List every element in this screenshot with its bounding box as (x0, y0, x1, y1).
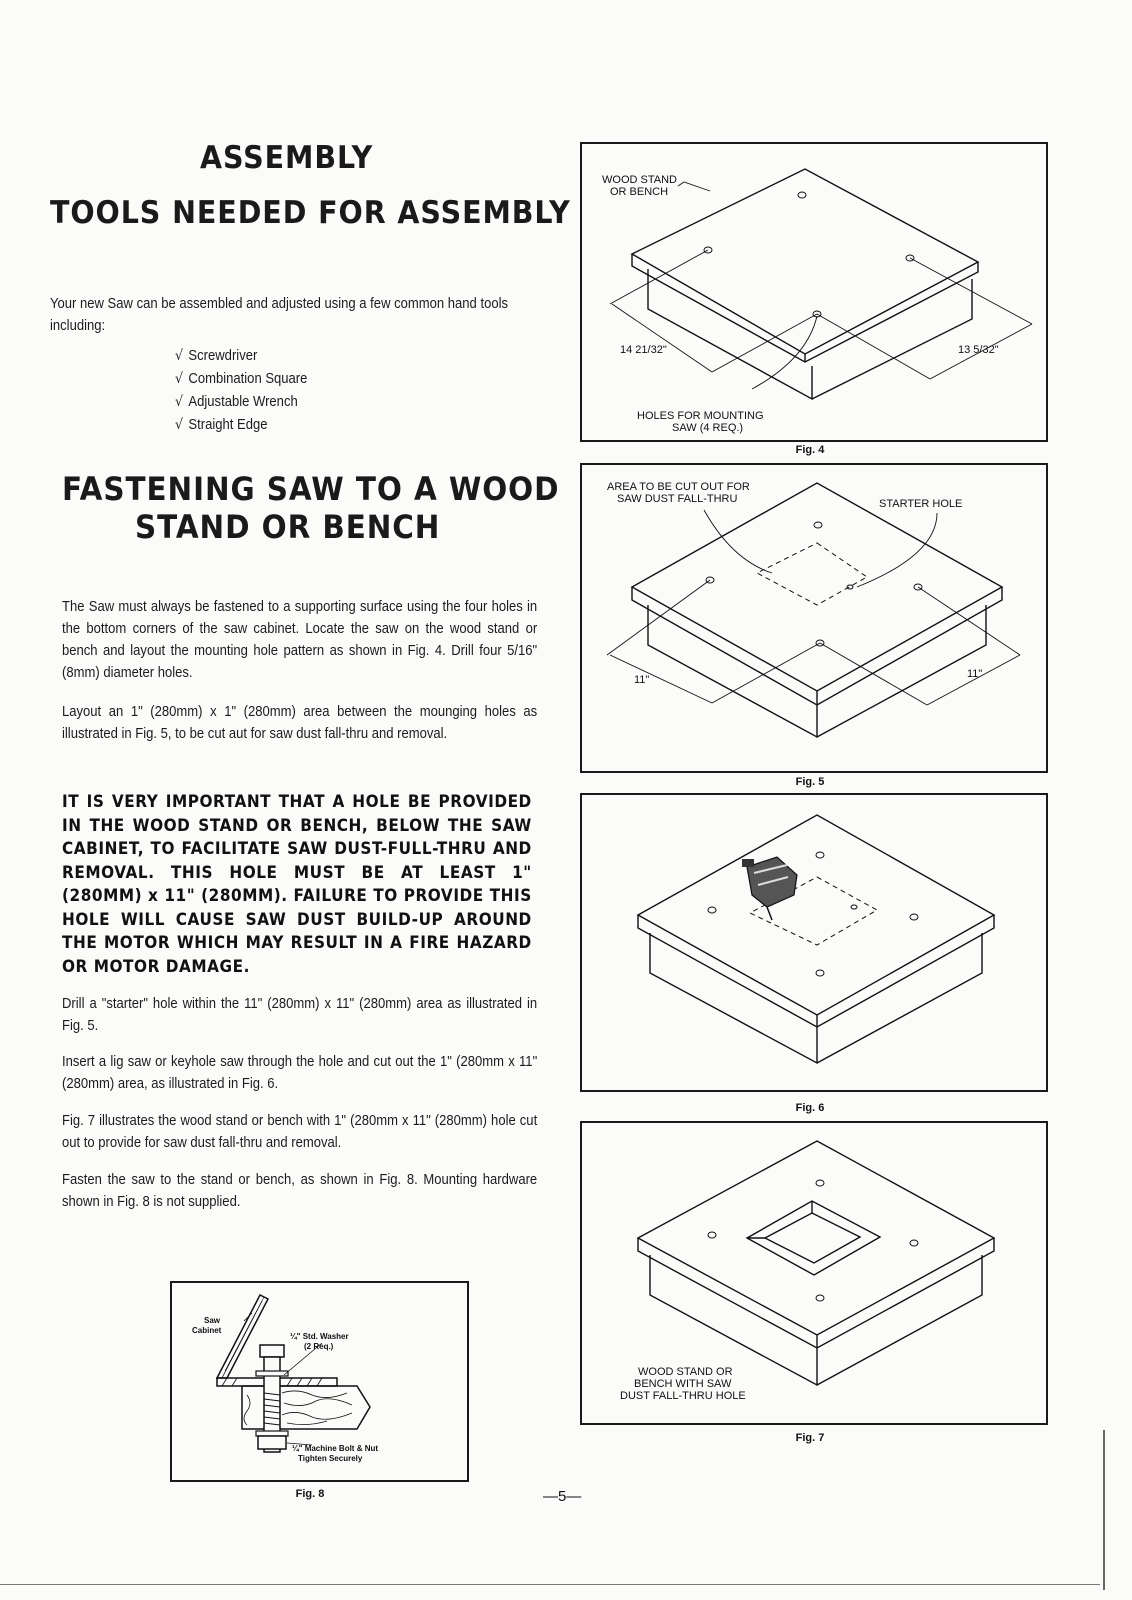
tool-label: Screwdriver (188, 347, 258, 364)
bench-with-hole-diagram (582, 1123, 1046, 1423)
paragraph-cut-out: Insert a lig saw or keyhole saw through the hole and cut out the 1" (280mm x 11" (280mm) area, as illustrated in Fig. 6. (62, 1054, 538, 1092)
page-right-edge (1103, 1430, 1105, 1590)
jigsaw-icon (742, 857, 797, 920)
dimension-left-label: 11" (634, 674, 650, 686)
tools-list (175, 344, 307, 436)
checkmark-icon: √ (175, 393, 184, 410)
jigsaw-cutting-diagram (582, 795, 1046, 1090)
saw-cabinet-label: Saw (204, 1316, 221, 1325)
figure-7-caption: Fig. 7 (795, 1432, 825, 1444)
saw-cabinet-label: Cabinet (192, 1326, 222, 1335)
fastening-heading-line-1: FASTENING SAW TO A WOOD (62, 470, 560, 508)
paragraph-starter-hole: Drill a "starter" hole within the 11" (280mm) x 11" (280mm) area as illustrated in Fig. 5. (62, 996, 538, 1034)
tools-needed-heading: TOOLS NEEDED FOR ASSEMBLY (50, 195, 571, 231)
checkmark-icon: √ (175, 416, 184, 433)
figure-7-box (580, 1121, 1048, 1425)
washer-label: ¼" Std. Washer (290, 1332, 349, 1341)
figure-5-box (580, 463, 1048, 773)
tool-label: Straight Edge (188, 416, 268, 433)
tool-item (175, 413, 307, 436)
paragraph-layout-area: Layout an 1" (280mm) x 1" (280mm) area between the mounging holes as illustrated in Fig. 5, to be cut aut for saw dust fall-thru and removal. (62, 704, 538, 742)
tool-item (175, 367, 307, 390)
mounting-hole-pattern-diagram (582, 144, 1046, 440)
figure-8-box (170, 1281, 469, 1482)
washer-label: (2 Req.) (304, 1342, 334, 1351)
paragraph-fig7-description: Fig. 7 illustrates the wood stand or bench with 1" (280mm x 11" (280mm) hole cut out to provide for saw dust fall-thru and removal. (62, 1113, 538, 1151)
figure-5-caption: Fig. 5 (795, 776, 825, 788)
dimension-left-label: 14 21/32" (620, 344, 667, 356)
bench-hole-label: BENCH WITH SAW (634, 1378, 732, 1390)
paragraph-fasten-saw: Fasten the saw to the stand or bench, as shown in Fig. 8. Mounting hardware shown in Fig. 8 is not supplied. (62, 1172, 538, 1210)
figure-6-box (580, 793, 1048, 1092)
cutout-area-diagram (582, 465, 1046, 771)
tool-label: Combination Square (188, 370, 308, 387)
cutout-area-label: SAW DUST FALL-THRU (617, 493, 738, 505)
cutout-area-label: AREA TO BE CUT OUT FOR (607, 481, 750, 493)
checkmark-icon: √ (175, 370, 184, 387)
wood-stand-label: WOOD STAND (602, 174, 677, 186)
bench-hole-label: DUST FALL-THRU HOLE (620, 1390, 746, 1402)
figure-4-caption: Fig. 4 (795, 444, 825, 456)
figure-6-caption: Fig. 6 (795, 1102, 825, 1114)
figure-8-caption: Fig. 8 (295, 1488, 325, 1500)
page-bottom-rule (0, 1584, 1100, 1585)
bench-hole-label: WOOD STAND OR (638, 1366, 733, 1378)
tool-item (175, 344, 307, 367)
tool-item (175, 390, 307, 413)
dimension-right-label: 11" (967, 668, 983, 680)
bolt-label: ¼" Machine Bolt & Nut (292, 1444, 379, 1453)
paragraph-fasten-holes: The Saw must always be fastened to a supporting surface using the four holes in the bottom corners of the saw cabinet. Locate the saw on the wood stand or bench and layout the mounting hole pattern as shown in Fig. 4. Drill four 5/16" (8mm) diameter holes. (62, 599, 538, 681)
bolt-label: Tighten Securely (298, 1454, 363, 1463)
figure-4-box (580, 142, 1048, 442)
assembly-heading: ASSEMBLY (200, 140, 374, 176)
checkmark-icon: √ (175, 347, 184, 364)
page-number: —5— (543, 1488, 582, 1505)
starter-hole-label: STARTER HOLE (879, 498, 963, 510)
warning-paragraph: IT IS VERY IMPORTANT THAT A HOLE BE PROVIDED IN THE WOOD STAND OR BENCH, BELOW THE SAW CABINET, TO FACILITATE SAW DUST-FULL-THRU AND REMOVAL. THIS HOLE MUST BE AT LEAST 1" (280MM) x 11" (280MM). FAILURE TO PROVIDE THIS HOLE WILL CAUSE SAW DUST BUILD-UP AROUND THE MOTOR WHICH MAY RESULT IN A FIRE HAZARD OR MOTOR DAMAGE. (62, 792, 532, 977)
tool-label: Adjustable Wrench (188, 393, 298, 410)
dimension-right-label: 13 5/32" (958, 344, 999, 356)
holes-label: SAW (4 REQ.) (672, 422, 744, 434)
bolt-mounting-diagram (172, 1283, 467, 1480)
holes-label: HOLES FOR MOUNTING (637, 410, 764, 422)
fastening-heading-line-2: STAND OR BENCH (135, 508, 441, 546)
wood-stand-label: OR BENCH (610, 186, 669, 198)
tools-intro-paragraph: Your new Saw can be assembled and adjusted using a few common hand tools including: (50, 296, 509, 334)
